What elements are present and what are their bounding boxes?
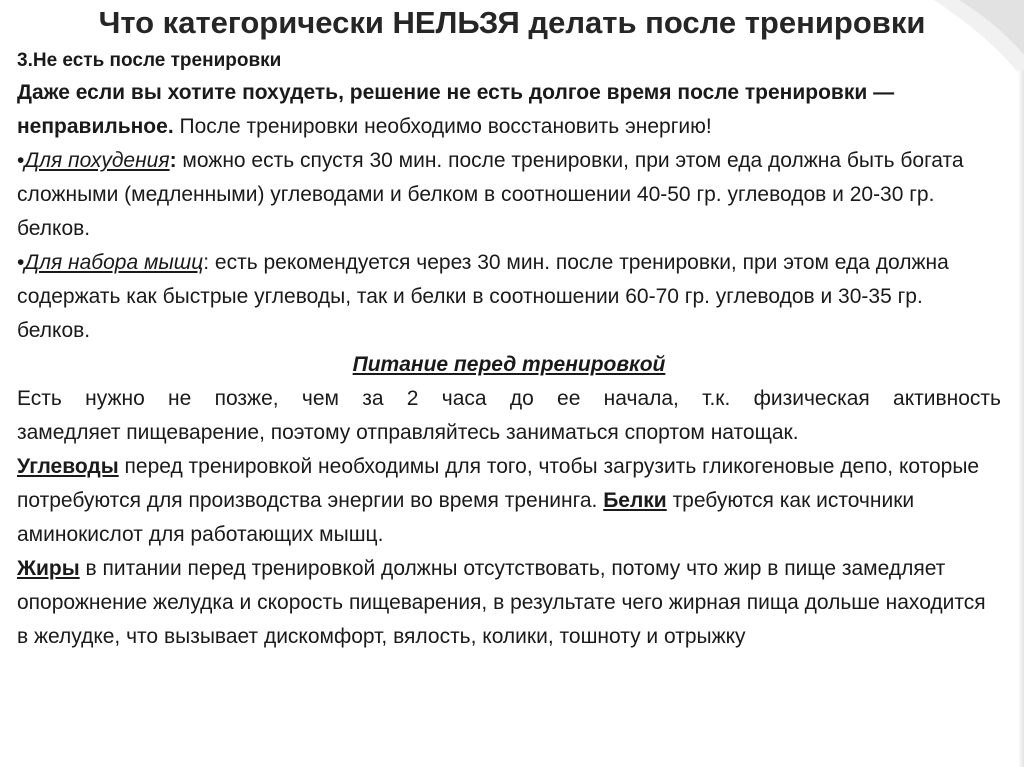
bullet-marker: •	[17, 251, 25, 274]
fats-text: в питании перед тренировкой должны отсутствовать, потому что жир в пище замедляет опорожнение желудка и скорость пищеварения, в результате чего жирная пища дольше находится в желудке, что вызывает дискомфорт, вялость, колики, тошноту и отрыжку	[17, 557, 986, 648]
page-edge-shadow	[1018, 70, 1024, 767]
lead-text: После тренировки необходимо восстановить энергию!	[173, 115, 712, 138]
lead-paragraph	[17, 76, 1001, 144]
fats-paragraph	[17, 552, 1001, 654]
fats-term: Жиры	[17, 557, 80, 580]
carbs-protein-paragraph	[17, 450, 1001, 552]
bullet-weight-loss	[17, 144, 1001, 246]
bullet-muscle-gain	[17, 246, 1001, 348]
bullet-text: можно есть спустя 30 мин. после тренировки, при этом еда должна быть богата сложными (медленными) углеводами и белком в соотношении 40-50 гр. углеводов и 20-30 гр. белков.	[17, 149, 964, 240]
pre-workout-intro-line-2: замедляет пищеварение, поэтому отправляйтесь заниматься спортом натощак.	[17, 421, 799, 444]
slide-title: Что категорически НЕЛЬЗЯ делать после тренировки	[98, 5, 926, 40]
carbs-term: Углеводы	[17, 455, 119, 478]
bullet-colon: :	[169, 149, 177, 172]
protein-text: требуются как источники аминокислот для работающих мышц.	[17, 489, 915, 546]
bullet-marker: •	[17, 149, 25, 172]
pre-workout-intro-line-1: Есть нужно не позже, чем за 2 часа до ее начала, т.к. физическая активность	[17, 387, 1001, 410]
bullet-text: есть рекомендуется через 30 мин. после тренировки, при этом еда должна содержать как быстрые углеводы, так и белки в соотношении 60-70 гр. углеводов и 30-35 гр. белков.	[17, 251, 949, 342]
lead-bold-text: Даже если вы хотите похудеть, решение не есть долгое время после тренировки — неправильное.	[17, 81, 895, 138]
carbs-text: перед тренировкой необходимы для того, чтобы загрузить гликогеновые депо, которые потребуются для производства энергии во время тренинга.	[17, 455, 980, 512]
bullet-term: Для похудения	[24, 149, 170, 172]
pre-workout-heading: Питание перед тренировкой	[352, 353, 666, 376]
slide-body	[17, 48, 1001, 654]
protein-term: Белки	[603, 489, 667, 512]
section-heading: 3.Не есть после тренировки	[17, 50, 282, 71]
bullet-colon: :	[203, 251, 210, 274]
bullet-term: Для набора мышц	[24, 251, 204, 274]
